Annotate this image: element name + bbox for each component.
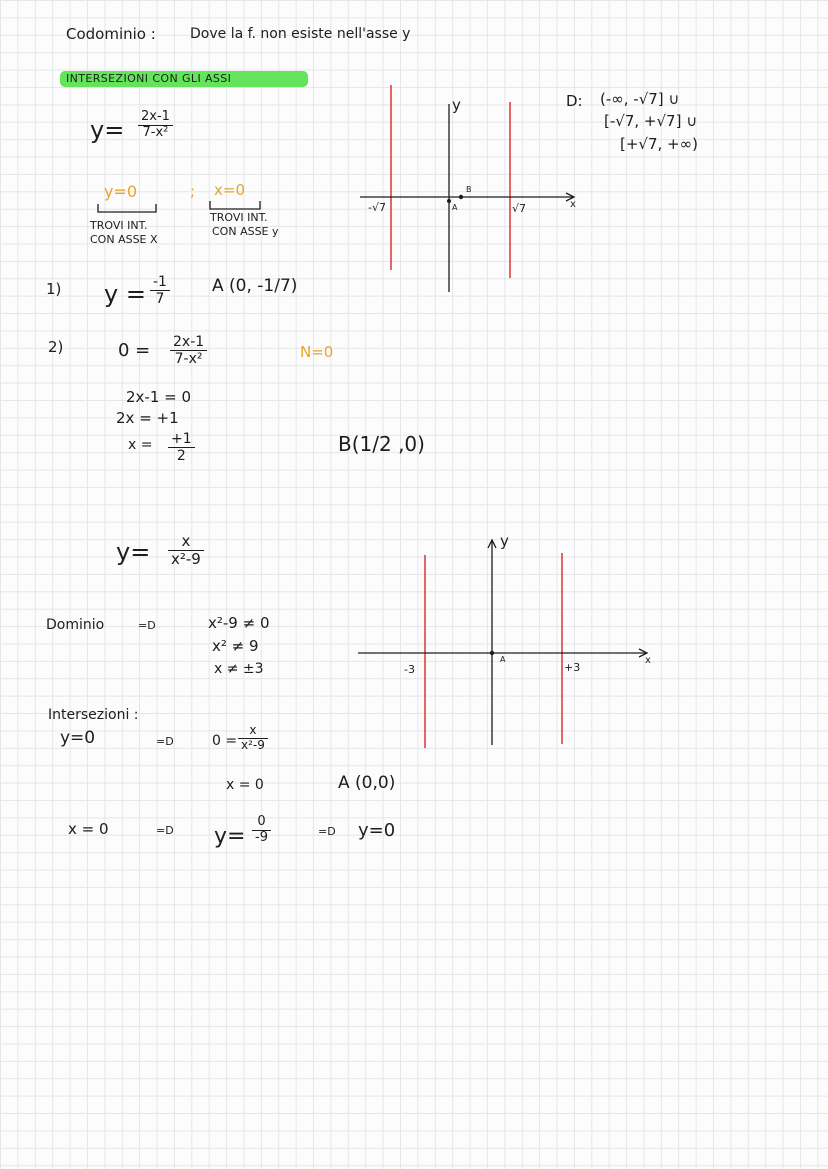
dominio1-line3: [+√7, +∞) [620,135,698,153]
eq3-denominator: 2 [176,448,186,465]
intersezioni2-arrow1: =D [156,735,174,748]
func1-denominator: 7-x² [142,124,169,140]
y0-note-1: TROVI INT. [90,219,148,232]
n-equals-zero: N=0 [300,343,334,361]
step2-denominator: 7-x² [174,351,203,368]
dominio2-arrow: =D [138,619,156,632]
point-B: B(1/2 ,0) [338,432,425,456]
y0-note-2: CON ASSE X [90,233,158,246]
dominio1-label: D: [566,92,583,110]
graph1-y-label: y [452,96,461,114]
codominio-label: Codominio : [66,25,156,43]
y0-condition: y=0 [104,182,138,201]
dominio1-line1: (-∞, -√7] ∪ [600,90,680,108]
graph1-A-label: A [452,203,458,212]
intersezioni2-arrow2: =D [156,824,174,837]
func2-numerator: x [168,533,204,551]
x0-note-1: TROVI INT. [210,211,268,224]
func1-lhs: y= [90,116,125,144]
func2-lhs: y= [116,538,151,566]
point-A-1: A (0, -1/7) [212,276,298,296]
dominio2-line3: x ≠ ±3 [214,661,264,677]
graph2-x-label: x [645,655,651,666]
graph1-x-label: x [570,199,576,210]
step1-lhs: y = [104,280,146,308]
eq-line-2: 2x = +1 [116,409,179,427]
step2-number: 2) [48,338,64,356]
step2-numerator: 2x-1 [170,334,207,351]
step1-number: 1) [46,280,62,298]
intersezioni2-y-numerator: 0 [252,815,271,831]
intersezioni2-eq-numerator: x [238,724,268,739]
step1-numerator: -1 [150,274,170,291]
intersezioni2-y-fraction [252,815,271,846]
graph2-A-label: A [500,655,506,664]
graph2-pos-label: +3 [564,661,581,674]
intersezioni2-y0: y=0 [60,728,96,748]
step1-denominator: 7 [155,291,165,308]
intersezioni2-y-denominator: -9 [255,829,268,845]
eq-line-1: 2x-1 = 0 [126,388,192,406]
separator: ; [190,182,196,200]
dominio1-line2: [-√7, +√7] ∪ [604,112,698,130]
intersezioni2-eq-result: x = 0 [226,777,264,793]
dominio2-line2: x² ≠ 9 [212,637,259,655]
codominio-text: Dove la f. non esiste nell'asse y [190,26,411,42]
step2-lhs: 0 = [118,340,151,361]
graph2-y-label: y [500,532,509,550]
intersezioni2-x0: x = 0 [68,820,109,838]
eq-line-3-lhs: x = [128,437,153,453]
intersezioni2-heading: Intersezioni : [48,707,139,723]
intersezioni2-eq-denominator: x²-9 [241,737,265,752]
graph2-point-A [490,651,494,655]
intersezioni2-y-lhs: y= [214,824,246,849]
intersezioni2-eq-fraction [238,724,268,753]
intersezioni2-point-A: A (0,0) [338,773,396,793]
graph1-neg-label: -√7 [368,201,386,214]
intersezioni2-y-result: y=0 [358,820,396,841]
intersezioni-heading: INTERSEZIONI CON GLI ASSI [66,72,232,85]
eq3-numerator: +1 [168,431,195,448]
dominio2-line1: x²-9 ≠ 0 [208,614,270,632]
intersezioni2-eq-lhs: 0 = [212,733,238,749]
x0-note-2: CON ASSE y [212,225,279,238]
graph2-neg-label: -3 [404,663,415,676]
func1-numerator: 2x-1 [138,110,173,126]
func2-denominator: x²-9 [171,550,201,569]
graph1-pos-label: √7 [512,202,527,215]
x0-condition: x=0 [214,181,245,199]
intersezioni2-arrow3: =D [318,825,336,838]
dominio2-label: Dominio [46,617,105,633]
graph1-B-label: B [466,185,472,194]
